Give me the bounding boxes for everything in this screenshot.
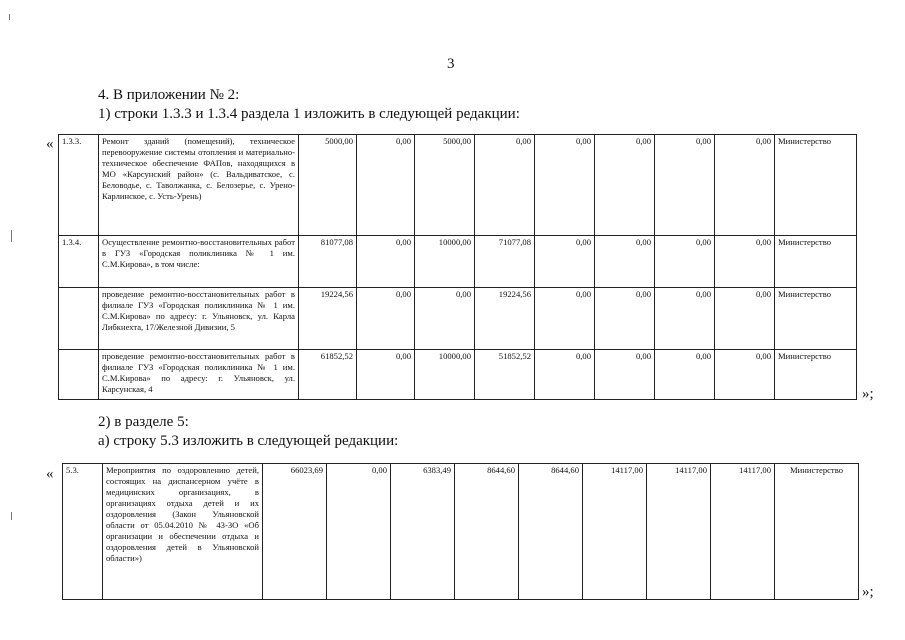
opening-quote-2: « xyxy=(46,466,54,482)
opening-quote-1: « xyxy=(46,136,54,152)
row-executor: Министерство xyxy=(775,464,859,600)
value-total: 5000,00 xyxy=(299,135,357,236)
row-name: Мероприятия по оздоровлению детей, состоящих на диспансерном учёте в медицинских организациях, в организациях отдыха детей и их оздоровления (Закон Ульяновской области от 05.04.2010 № 43-ЗО «Об организации и обеспечении отдыха и оздоровления детей в Ульяновской области») xyxy=(103,464,263,600)
row-executor: Министерство xyxy=(775,288,857,350)
value-col-6: 0,00 xyxy=(595,288,655,350)
value-col-2: 0,00 xyxy=(357,350,415,400)
row-name: проведение ремонтно-восстановительных работ в филиале ГУЗ «Городская поликлиника № 1 им. С.М.Кирова» по адресу: г. Ульяновск, ул. Карла Либкнехта, 17/Железной Дивизии, 5 xyxy=(99,288,299,350)
row-code: 5.3. xyxy=(63,464,103,600)
budget-table-section-1 xyxy=(58,134,857,400)
value-col-7: 0,00 xyxy=(655,350,715,400)
value-col-5: 0,00 xyxy=(535,236,595,288)
row-executor: Министерство xyxy=(775,236,857,288)
value-col-8: 0,00 xyxy=(715,236,775,288)
margin-mark-middle xyxy=(11,230,12,242)
value-col-2: 0,00 xyxy=(327,464,391,600)
value-col-2: 0,00 xyxy=(357,288,415,350)
value-col-5: 0,00 xyxy=(535,350,595,400)
value-col-7: 14117,00 xyxy=(647,464,711,600)
closing-quote-1: »; xyxy=(862,386,874,402)
value-col-8: 14117,00 xyxy=(711,464,775,600)
value-col-4: 71077,08 xyxy=(475,236,535,288)
page-number: 3 xyxy=(447,56,455,72)
value-col-4: 51852,52 xyxy=(475,350,535,400)
value-col-3: 6383,49 xyxy=(391,464,455,600)
value-col-5: 0,00 xyxy=(535,288,595,350)
table-row-1-3-4 xyxy=(59,236,857,288)
paragraph-rows-1-3-3-1-3-4: 1) строки 1.3.3 и 1.3.4 раздела 1 изложить в следующей редакции: xyxy=(98,106,520,122)
value-col-7: 0,00 xyxy=(655,135,715,236)
paragraph-appendix-2: 4. В приложении № 2: xyxy=(98,87,240,103)
row-executor: Министерство xyxy=(775,350,857,400)
table-row-5-3 xyxy=(63,464,859,600)
budget-table-section-5 xyxy=(62,463,859,600)
value-col-8: 0,00 xyxy=(715,135,775,236)
value-col-8: 0,00 xyxy=(715,350,775,400)
value-col-6: 0,00 xyxy=(595,135,655,236)
value-col-2: 0,00 xyxy=(357,135,415,236)
row-code: 1.3.3. xyxy=(59,135,99,236)
row-name: проведение ремонтно-восстановительных работ в филиале ГУЗ «Городская поликлиника № 1 им. С.М.Кирова» по адресу: г. Ульяновск, ул. Карсунская, 4 xyxy=(99,350,299,400)
value-col-6: 14117,00 xyxy=(583,464,647,600)
value-col-6: 0,00 xyxy=(595,236,655,288)
paragraph-section-5: 2) в разделе 5: xyxy=(98,414,189,430)
row-code: 1.3.4. xyxy=(59,236,99,288)
closing-quote-2: »; xyxy=(862,584,874,600)
value-col-7: 0,00 xyxy=(655,288,715,350)
value-col-7: 0,00 xyxy=(655,236,715,288)
value-col-4: 8644,60 xyxy=(455,464,519,600)
value-col-2: 0,00 xyxy=(357,236,415,288)
table-row-1-3-3 xyxy=(59,135,857,236)
table-row-1-3-4-branch-1 xyxy=(59,288,857,350)
value-col-5: 0,00 xyxy=(535,135,595,236)
value-col-8: 0,00 xyxy=(715,288,775,350)
value-col-4: 0,00 xyxy=(475,135,535,236)
value-col-4: 19224,56 xyxy=(475,288,535,350)
row-executor: Министерство xyxy=(775,135,857,236)
value-col-3: 0,00 xyxy=(415,288,475,350)
value-col-3: 10000,00 xyxy=(415,236,475,288)
value-col-6: 0,00 xyxy=(595,350,655,400)
value-total: 19224,56 xyxy=(299,288,357,350)
paragraph-row-5-3: а) строку 5.3 изложить в следующей редакции: xyxy=(98,433,399,449)
margin-mark-bottom xyxy=(11,512,12,520)
value-total: 66023,69 xyxy=(263,464,327,600)
value-col-5: 8644,60 xyxy=(519,464,583,600)
row-code xyxy=(59,350,99,400)
value-col-3: 5000,00 xyxy=(415,135,475,236)
row-code xyxy=(59,288,99,350)
table-row-1-3-4-branch-2 xyxy=(59,350,857,400)
value-total: 61852,52 xyxy=(299,350,357,400)
value-total: 81077,08 xyxy=(299,236,357,288)
row-name: Ремонт зданий (помещений), техническое перевооружение системы отопления и материально-техническое обеспечение ФАПов, находящихся в МО «Карсунский район» (с. Вальдиватское, с. Беловодье, с. Таволжанка, с. Белозерье, с. Урено-Карлинское, с. Усть-Урень) xyxy=(99,135,299,236)
value-col-3: 10000,00 xyxy=(415,350,475,400)
row-name: Осуществление ремонтно-восстановительных работ в ГУЗ «Городская поликлиника № 1 им. С.М.Кирова», в том числе: xyxy=(99,236,299,288)
margin-mark-top xyxy=(9,14,10,20)
